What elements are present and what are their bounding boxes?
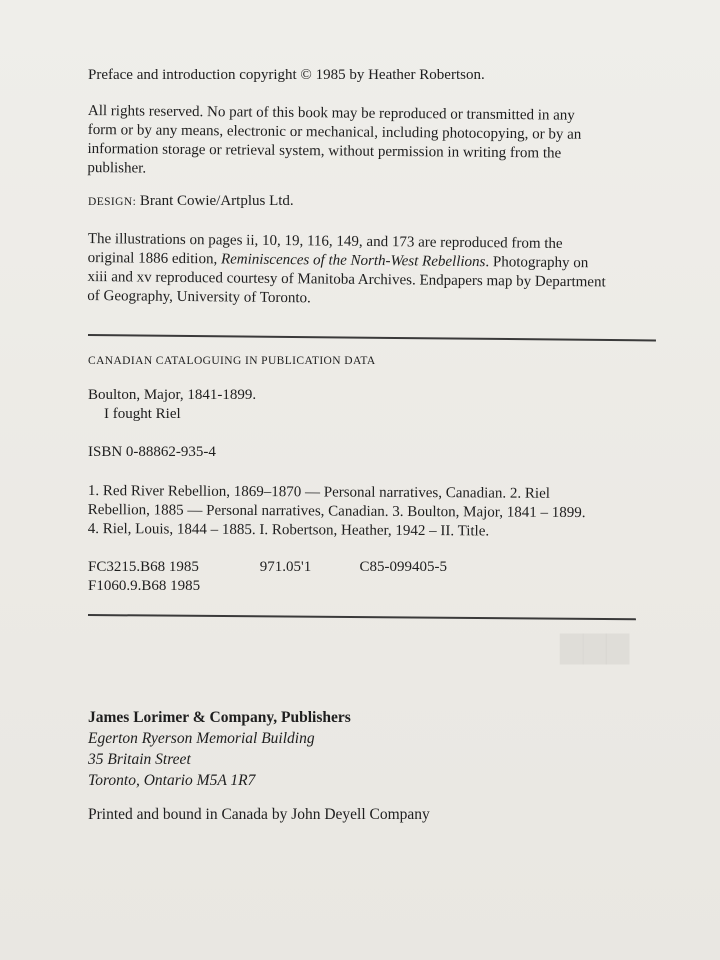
publisher-street: 35 Britain Street [88,751,191,768]
cip-lc-class: FC3215.B68 1985 [88,559,199,575]
copyright-line: Preface and introduction copyright © 1985 by Heather Robertson. [88,67,485,83]
publisher-building: Egerton Ryerson Memorial Building [88,730,315,747]
bottom-rule [88,614,636,620]
illustrations-line-1: The illustrations on pages ii, 10, 19, 116, 149, and 173 are reproduced from the [87,230,563,252]
illustrations-line-4: of Geography, University of Toronto. [87,287,311,307]
publisher-city: Toronto, Ontario M5A 1R7 [88,772,256,789]
publisher-block [88,707,658,791]
design-label: DESIGN: [88,196,137,208]
cip-author-title [88,386,658,424]
cip-isbn: ISBN 0-88862-935-4 [88,444,216,460]
cip-subject-line-3: 4. Riel, Louis, 1844 – 1885. I. Robertson, Heather, 1942 – II. Title. [87,520,490,540]
publisher-name: James Lorimer & Company, Publishers [88,709,351,726]
rights-line-3: information storage or retrieval system, without permission in writing from the [87,140,562,162]
cip-heading: CANADIAN CATALOGUING IN PUBLICATION DATA [88,355,376,367]
illustrations-line-3: xiii and xv reproduced courtesy of Manitoba Archives. Endpapers map by Department [87,268,606,291]
printed-line: Printed and bound in Canada by John Deyell Company [88,806,430,823]
cip-subjects [88,482,658,542]
illustrations-paragraph [87,230,658,312]
cip-subject-line-1: 1. Red River Rebellion, 1869–1870 — Personal narratives, Canadian. 2. Riel [87,482,550,502]
cip-dewey: 971.05'1 [259,559,312,575]
illustrations-line-2-pre: original 1886 edition, [87,249,222,268]
design-value: Brant Cowie/Artplus Ltd. [139,193,294,209]
rights-line-1: All rights reserved. No part of this book may be reproduced or transmitted in any [87,102,575,124]
cip-number: C85-099405-5 [359,559,447,575]
illustrations-book-title: Reminiscences of the North-West Rebellions [220,251,486,271]
show-through-shadow: ▇▇▇ [560,631,630,664]
rights-line-4: publisher. [87,159,147,177]
cip-title: I fought Riel [104,406,181,422]
cip-subject-line-2: Rebellion, 1885 — Personal narratives, Canadian. 3. Boulton, Major, 1841 – 1899. [87,501,586,522]
cip-classification [88,558,658,596]
cip-author: Boulton, Major, 1841-1899. [88,387,257,403]
rights-paragraph [87,102,658,183]
top-rule [88,334,656,341]
rights-line-2: form or by any means, electronic or mechanical, including photocopying, or by an [87,121,582,143]
cip-lc-class-2: F1060.9.B68 1985 [88,578,201,594]
illustrations-line-2-post: . Photography on [485,254,589,272]
design-credit [88,192,658,212]
